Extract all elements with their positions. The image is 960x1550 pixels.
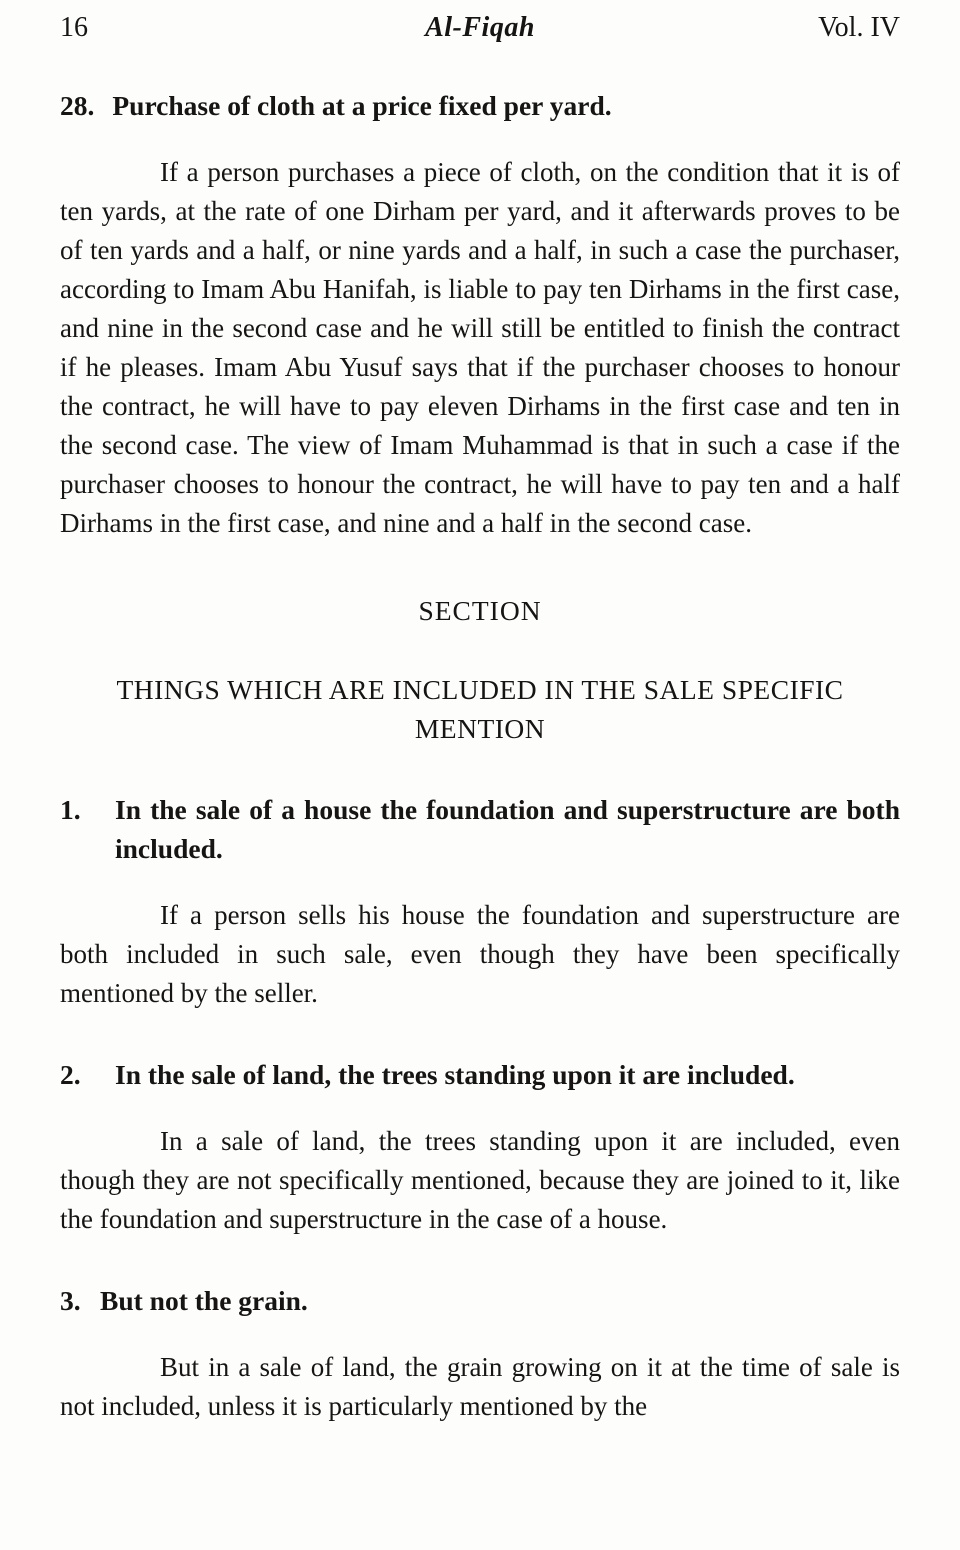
- item-1-heading-text: In the sale of a house the foundation and superstructure are both included.: [115, 794, 900, 864]
- article-body-paragraph: If a person purchases a piece of cloth, on the condition that it is of ten yards, at the rate of one Dirham per yard, and it afterwards proves to be of ten yards and a half, or nine yards and a half, in such a case the purchaser, according to Imam Abu Hanifah, is liable to pay ten Dirhams in the first case, and nine in the second case and he will still be entitled to finish the contract if he pleases. Imam Abu Yusuf says that if the purchaser chooses to honour the contract, he will have to pay eleven Dirhams in the first case and ten in the second case. The view of Imam Muhammad is that in such a case if the purchaser chooses to honour the contract, he will have to pay ten and a half Dirhams in the first case, and nine and a half in the second case.: [60, 157, 900, 538]
- item-1-number: 1.: [60, 794, 81, 825]
- item-3-body-paragraph: But in a sale of land, the grain growing on it at the time of sale is not included, unless it is particularly mentioned by the: [60, 1352, 900, 1421]
- item-3-heading: [60, 1281, 900, 1320]
- page-number: 16: [60, 12, 88, 43]
- item-2-heading-text: In the sale of land, the trees standing upon it are included.: [115, 1059, 795, 1090]
- item-3-number: 3.: [60, 1285, 81, 1316]
- volume-label: Vol. IV: [818, 12, 900, 43]
- item-2-body-paragraph: In a sale of land, the trees standing upon it are included, even though they are not specifically mentioned, because they are joined to it, like the foundation and superstructure in the case of a house.: [60, 1126, 900, 1234]
- item-1-body-paragraph: If a person sells his house the foundation and superstructure are both included in such sale, even though they have been specifically mentioned by the seller.: [60, 900, 900, 1008]
- section-title: THINGS WHICH ARE INCLUDED IN THE SALE SPECIFIC MENTION: [116, 674, 844, 744]
- article-heading: [60, 86, 900, 125]
- article-number: 28.: [60, 90, 95, 121]
- item-2-number: 2.: [60, 1059, 81, 1090]
- item-1-heading: [60, 790, 900, 868]
- book-title: Al-Fiqah: [425, 12, 535, 43]
- item-3-heading-text: But not the grain.: [100, 1285, 308, 1316]
- page-header: [60, 8, 900, 47]
- item-2-heading: [60, 1055, 900, 1094]
- article-heading-text: Purchase of cloth at a price fixed per yard.: [112, 90, 612, 121]
- section-label: SECTION: [418, 595, 542, 626]
